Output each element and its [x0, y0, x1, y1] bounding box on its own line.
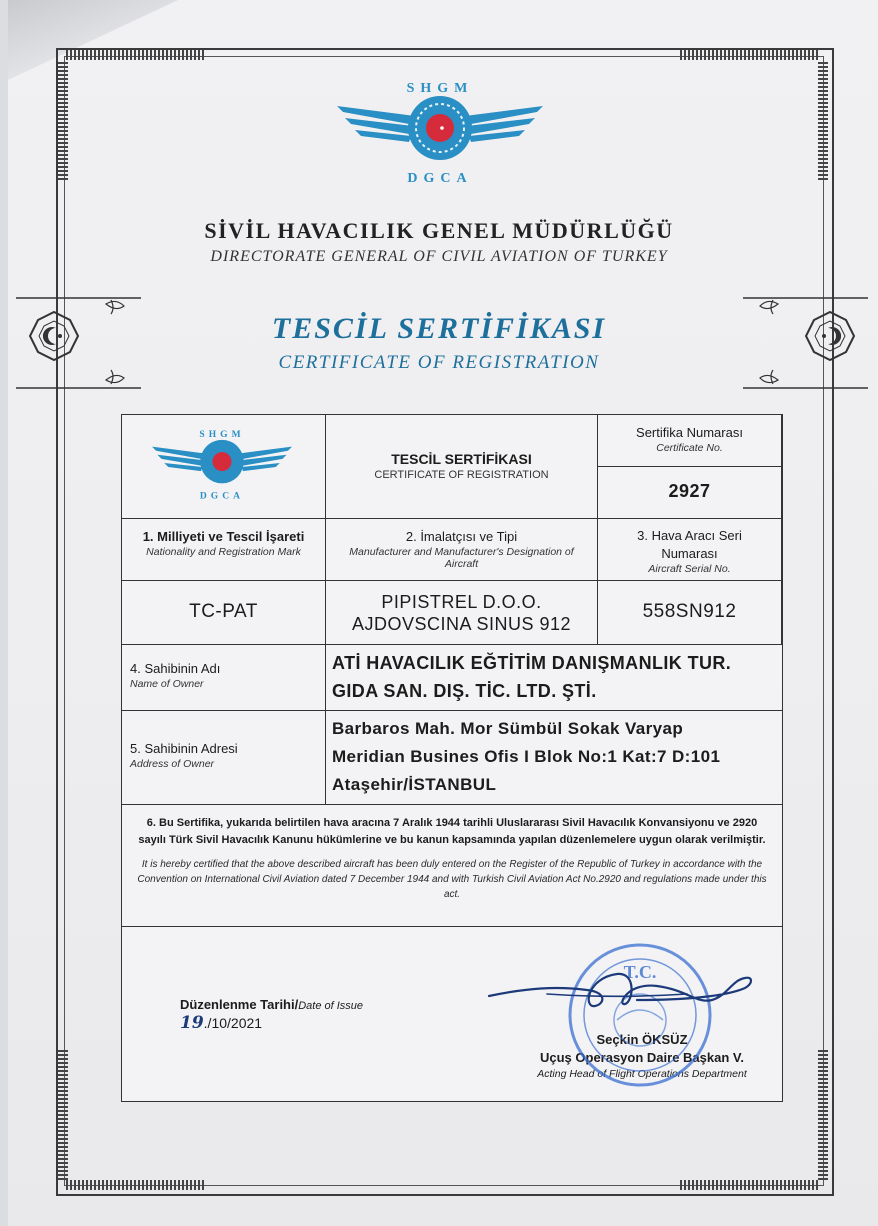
field-6-text-en: It is hereby certified that the above described aircraft has been duly entered on the Register of the Republic of Turkey in accordance with the Convention on International Civil Aviation dated 7 December 1944 and with Turkish Civil Aviation Act No.2920 and regulations made under this act. [137, 859, 767, 900]
field-2-label: 2. İmalatçısı ve Tipi [405, 529, 518, 544]
field-4-value-cell [326, 645, 782, 711]
field-6-text-tr: 6. Bu Sertifika, yukarıda belirtilen hava aracına 7 Aralık 1944 tarihli Uluslararası Sivil Havacılık Konvansiyonu ve 2920 sayılı Türk Sivil Havacılık Kanunu hükümlerine ve bu kanun kapsamında yapılan düzenlemelere uygun olarak verilmiştir. [138, 817, 766, 846]
field-3-value-cell [598, 581, 782, 645]
field-4-value-line1: ATİ HAVACILIK EĞTİTİM DANIŞMANLIK TUR. [332, 653, 732, 673]
frame-corner-band [58, 1050, 68, 1180]
small-logo-bottom-text: DGCA [199, 491, 245, 502]
issue-date-label-tr: Düzenlenme Tarihi/ [180, 997, 299, 1012]
table-title-cell [326, 415, 598, 519]
field-1-label: 1. Milliyeti ve Tescil İşareti [142, 529, 305, 544]
org-name-en: DIRECTORATE GENERAL OF CIVIL AVIATION OF TURKEY [210, 248, 668, 265]
field-1-value: TC-PAT [189, 601, 258, 622]
signatory-title-tr: Uçuş Operasyon Daire Başkan V. [539, 1050, 744, 1065]
field-2-value-cell [326, 581, 598, 645]
field-2-label-cell [326, 519, 598, 581]
issue-date-label-en: Date of Issue [298, 1000, 364, 1012]
frame-corner-band [818, 1050, 828, 1180]
field-5-value-cell [326, 711, 782, 805]
table-title-en: CERTIFICATE OF REGISTRATION [374, 469, 549, 481]
field-4-label-en: Name of Owner [130, 678, 204, 690]
field-4-label-cell [122, 645, 326, 711]
org-name-tr: SİVİL HAVACILIK GENEL MÜDÜRLÜĞÜ [204, 218, 674, 243]
field-3-label-cell [598, 519, 782, 581]
field-3-label-en: Aircraft Serial No. [648, 563, 731, 575]
table-title-tr: TESCİL SERTİFİKASI [391, 451, 532, 467]
cert-no-value-cell [598, 467, 782, 519]
stamp-text: T.C. [623, 962, 657, 982]
frame-corner-band [680, 1180, 820, 1190]
field-4-label: 4. Sahibinin Adı [130, 661, 221, 676]
frame-corner-band [818, 60, 828, 180]
field-1-value-cell [122, 581, 326, 645]
certificate-title-en: CERTIFICATE OF REGISTRATION [278, 352, 600, 373]
field-1-label-cell [122, 519, 326, 581]
field-2-label-en: Manufacturer and Manufacturer's Designation of Aircraft [349, 546, 574, 570]
cert-no-label-en: Certificate No. [656, 442, 723, 454]
signatory-name: Seçkin ÖKSÜZ [596, 1032, 688, 1047]
field-5-label: 5. Sahibinin Adresi [130, 741, 238, 756]
frame-corner-band [680, 50, 820, 60]
field-5-value-line2: Meridian Busines Ofis I Blok No:1 Kat:7 D:101 [332, 747, 721, 766]
field-2-value-line1: PIPISTREL D.O.O. [381, 592, 542, 612]
field-5-value-line1: Barbaros Mah. Mor Sümbül Sokak Varyap [332, 719, 684, 738]
table-logo-cell [122, 415, 326, 519]
shgm-dgca-logo [337, 78, 543, 188]
frame-corner-band [66, 50, 206, 60]
signatory-title-en: Acting Head of Flight Operations Department [537, 1068, 747, 1080]
issue-date-label [180, 997, 363, 1012]
field-5-label-cell [122, 711, 326, 805]
logo-top-text: SHGM [406, 81, 474, 96]
issue-date-rest: ./10/2021 [203, 1015, 263, 1031]
field-4-value-line2: GIDA SAN. DIŞ. TİC. LTD. ŞTİ. [332, 681, 597, 701]
small-logo-top-text: SHGM [199, 430, 245, 441]
field-5-label-en: Address of Owner [130, 758, 215, 770]
shgm-dgca-small-logo [152, 427, 292, 503]
field-1-label-en: Nationality and Registration Mark [146, 546, 301, 558]
issue-date-day: 19 [180, 1013, 204, 1033]
field-6-cell [122, 805, 782, 927]
cert-no-label-cell [598, 415, 782, 467]
frame-corner-band [58, 60, 68, 180]
cert-no-value: 2927 [668, 481, 711, 501]
frame-corner-band [66, 1180, 206, 1190]
field-3-label: 3. Hava Aracı Seri Numarası [637, 528, 742, 561]
cert-no-label: Sertifika Numarası [636, 425, 743, 440]
logo-bottom-text: DGCA [407, 171, 473, 186]
issue-date-value [180, 1013, 262, 1033]
field-3-value: 558SN912 [642, 601, 737, 622]
field-2-value-line2: AJDOVSCINA SINUS 912 [351, 614, 572, 634]
handwritten-signature [487, 960, 757, 1020]
field-5-value-line3: Ataşehir/İSTANBUL [332, 775, 497, 794]
certificate-title-tr: TESCİL SERTİFİKASI [271, 312, 607, 345]
